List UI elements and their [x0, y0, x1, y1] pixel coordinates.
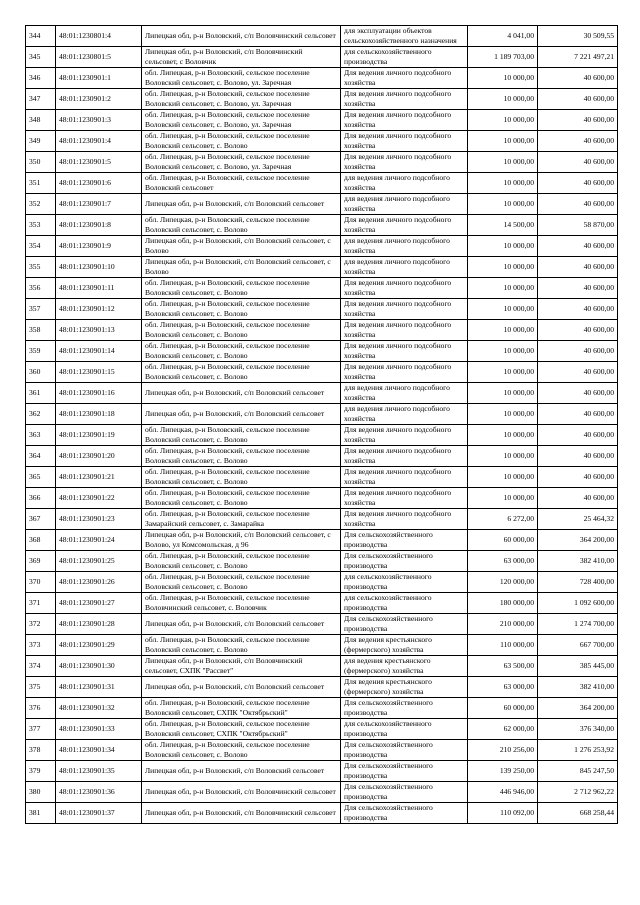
cadastral-value-cell: 667 700,00 [538, 635, 618, 656]
permitted-use-cell: Для сельскохозяйственного производства [341, 698, 468, 719]
area-cell: 10 000,00 [468, 446, 538, 467]
cadastral-number-cell: 48:01:1230901:8 [56, 215, 142, 236]
table-row [26, 530, 618, 551]
area-cell: 10 000,00 [468, 320, 538, 341]
permitted-use-cell: Для ведения личного подсобного хозяйства [341, 341, 468, 362]
area-cell: 10 000,00 [468, 194, 538, 215]
row-number-cell: 350 [26, 152, 56, 173]
table-row [26, 488, 618, 509]
permitted-use-cell: для ведения крестьянского (фермерского) хозяйства [341, 656, 468, 677]
address-cell: Липецкая обл, р-н Воловский, с/п Воловский сельсовет [142, 383, 341, 404]
row-number-cell: 353 [26, 215, 56, 236]
cadastral-value-cell: 40 600,00 [538, 110, 618, 131]
cadastral-value-cell: 40 600,00 [538, 404, 618, 425]
row-number-cell: 371 [26, 593, 56, 614]
cadastral-value-cell: 2 712 962,22 [538, 782, 618, 803]
area-cell: 10 000,00 [468, 110, 538, 131]
address-cell: обл. Липецкая, р-н Воловский, сельское поселение Воловский сельсовет, с. Волово [142, 320, 341, 341]
cadastral-value-cell: 382 410,00 [538, 551, 618, 572]
row-number-cell: 377 [26, 719, 56, 740]
cadastral-value-cell: 7 221 497,21 [538, 47, 618, 68]
row-number-cell: 380 [26, 782, 56, 803]
cadastral-number-cell: 48:01:1230901:26 [56, 572, 142, 593]
cadastral-number-cell: 48:01:1230901:32 [56, 698, 142, 719]
address-cell: Липецкая обл, р-н Воловский, с/п Воловский сельсовет, с Волово, ул Комсомольская, д 96 [142, 530, 341, 551]
address-cell: обл. Липецкая, р-н Воловский, сельское поселение Воловский сельсовет, с. Волово [142, 467, 341, 488]
row-number-cell: 348 [26, 110, 56, 131]
row-number-cell: 365 [26, 467, 56, 488]
row-number-cell: 367 [26, 509, 56, 530]
table-row [26, 47, 618, 68]
row-number-cell: 354 [26, 236, 56, 257]
permitted-use-cell: Для ведения крестьянского (фермерского) хозяйства [341, 635, 468, 656]
cadastral-value-cell: 40 600,00 [538, 467, 618, 488]
cadastral-value-cell: 40 600,00 [538, 173, 618, 194]
row-number-cell: 356 [26, 278, 56, 299]
cadastral-number-cell: 48:01:1230901:6 [56, 173, 142, 194]
table-row [26, 173, 618, 194]
row-number-cell: 349 [26, 131, 56, 152]
address-cell: обл. Липецкая, р-н Воловский, сельское поселение Воловский сельсовет, с. Волово [142, 215, 341, 236]
cadastral-value-cell: 40 600,00 [538, 89, 618, 110]
cadastral-number-cell: 48:01:1230901:9 [56, 236, 142, 257]
permitted-use-cell: Для ведения личного подсобного хозяйства [341, 425, 468, 446]
permitted-use-cell: Для ведения личного подсобного хозяйства [341, 110, 468, 131]
cadastral-value-cell: 376 340,00 [538, 719, 618, 740]
address-cell: обл. Липецкая, р-н Воловский, сельское поселение Воловский сельсовет, с. Волово, ул. Заречная [142, 110, 341, 131]
cadastral-value-cell: 40 600,00 [538, 425, 618, 446]
permitted-use-cell: Для ведения личного подсобного хозяйства [341, 446, 468, 467]
cadastral-number-cell: 48:01:1230901:3 [56, 110, 142, 131]
table-row [26, 593, 618, 614]
address-cell: обл. Липецкая, р-н Воловский, сельское поселение Замарайский сельсовет, с. Замарайка [142, 509, 341, 530]
row-number-cell: 352 [26, 194, 56, 215]
address-cell: Липецкая обл, р-н Воловский, с/п Воловчинский сельсовет [142, 782, 341, 803]
table-body [26, 26, 618, 824]
table-row [26, 257, 618, 278]
row-number-cell: 357 [26, 299, 56, 320]
area-cell: 10 000,00 [468, 299, 538, 320]
cadastral-number-cell: 48:01:1230901:34 [56, 740, 142, 761]
area-cell: 10 000,00 [468, 404, 538, 425]
row-number-cell: 351 [26, 173, 56, 194]
area-cell: 63 000,00 [468, 677, 538, 698]
area-cell: 63 000,00 [468, 551, 538, 572]
area-cell: 10 000,00 [468, 131, 538, 152]
permitted-use-cell: для ведения личного подсобного хозяйства [341, 236, 468, 257]
area-cell: 1 189 703,00 [468, 47, 538, 68]
permitted-use-cell: Для ведения личного подсобного хозяйства [341, 299, 468, 320]
permitted-use-cell: для сельскохозяйственного производства [341, 719, 468, 740]
table-row [26, 278, 618, 299]
address-cell: обл. Липецкая, р-н Воловский, сельское поселение Воловский сельсовет, с. Волово [142, 551, 341, 572]
area-cell: 110 092,00 [468, 803, 538, 824]
cadastral-number-cell: 48:01:1230901:29 [56, 635, 142, 656]
cadastral-number-cell: 48:01:1230901:10 [56, 257, 142, 278]
area-cell: 14 500,00 [468, 215, 538, 236]
permitted-use-cell: для эксплуатации объектов сельскохозяйственного назначения [341, 26, 468, 47]
table-row [26, 698, 618, 719]
cadastral-number-cell: 48:01:1230901:35 [56, 761, 142, 782]
permitted-use-cell: для сельскохозяйственного производства [341, 593, 468, 614]
permitted-use-cell: Для ведения крестьянского (фермерского) хозяйства [341, 677, 468, 698]
row-number-cell: 373 [26, 635, 56, 656]
cadastral-number-cell: 48:01:1230901:18 [56, 404, 142, 425]
cadastral-value-cell: 40 600,00 [538, 446, 618, 467]
permitted-use-cell: Для ведения личного подсобного хозяйства [341, 68, 468, 89]
area-cell: 120 000,00 [468, 572, 538, 593]
row-number-cell: 368 [26, 530, 56, 551]
area-cell: 10 000,00 [468, 236, 538, 257]
address-cell: Липецкая обл, р-н Воловский, с/п Воловчинский сельсовет [142, 26, 341, 47]
area-cell: 10 000,00 [468, 152, 538, 173]
table-row [26, 215, 618, 236]
address-cell: Липецкая обл, р-н Воловский, с/п Воловчинский сельсовет [142, 803, 341, 824]
table-row [26, 677, 618, 698]
permitted-use-cell: Для сельскохозяйственного производства [341, 551, 468, 572]
cadastral-value-cell: 1 092 600,00 [538, 593, 618, 614]
cadastral-number-cell: 48:01:1230901:1 [56, 68, 142, 89]
permitted-use-cell: Для ведения личного подсобного хозяйства [341, 509, 468, 530]
address-cell: Липецкая обл, р-н Воловский, с/п Воловчинский сельсовет, СХПК "Рассвет" [142, 656, 341, 677]
area-cell: 10 000,00 [468, 68, 538, 89]
cadastral-value-cell: 364 200,00 [538, 698, 618, 719]
cadastral-value-cell: 40 600,00 [538, 488, 618, 509]
cadastral-number-cell: 48:01:1230901:5 [56, 152, 142, 173]
permitted-use-cell: Для сельскохозяйственного производства [341, 803, 468, 824]
table-row [26, 26, 618, 47]
row-number-cell: 344 [26, 26, 56, 47]
cadastral-value-cell: 58 870,00 [538, 215, 618, 236]
cadastral-number-cell: 48:01:1230901:37 [56, 803, 142, 824]
address-cell: обл. Липецкая, р-н Воловский, сельское поселение Воловский сельсовет [142, 173, 341, 194]
address-cell: Липецкая обл, р-н Воловский, с/п Воловский сельсовет [142, 677, 341, 698]
cadastral-number-cell: 48:01:1230901:21 [56, 467, 142, 488]
cadastral-number-cell: 48:01:1230901:30 [56, 656, 142, 677]
cadastral-number-cell: 48:01:1230901:16 [56, 383, 142, 404]
row-number-cell: 359 [26, 341, 56, 362]
address-cell: обл. Липецкая, р-н Воловский, сельское поселение Воловский сельсовет, с. Волово [142, 446, 341, 467]
permitted-use-cell: Для ведения личного подсобного хозяйства [341, 467, 468, 488]
address-cell: обл. Липецкая, р-н Воловский, сельское поселение Воловский сельсовет, с. Волово [142, 572, 341, 593]
area-cell: 10 000,00 [468, 467, 538, 488]
cadastral-value-cell: 668 258,44 [538, 803, 618, 824]
cadastral-value-cell: 40 600,00 [538, 131, 618, 152]
table-row [26, 89, 618, 110]
permitted-use-cell: Для сельскохозяйственного производства [341, 740, 468, 761]
permitted-use-cell: Для сельскохозяйственного производства [341, 761, 468, 782]
cadastral-value-cell: 25 464,32 [538, 509, 618, 530]
permitted-use-cell: для сельскохозяйственного производства [341, 572, 468, 593]
area-cell: 60 000,00 [468, 530, 538, 551]
area-cell: 62 000,00 [468, 719, 538, 740]
cadastral-number-cell: 48:01:1230901:13 [56, 320, 142, 341]
area-cell: 180 000,00 [468, 593, 538, 614]
cadastral-number-cell: 48:01:1230901:36 [56, 782, 142, 803]
row-number-cell: 363 [26, 425, 56, 446]
cadastral-value-cell: 40 600,00 [538, 194, 618, 215]
table-row [26, 110, 618, 131]
cadastral-value-cell: 40 600,00 [538, 299, 618, 320]
address-cell: обл. Липецкая, р-н Воловский, сельское поселение Воловский сельсовет, с. Волово [142, 278, 341, 299]
table-row [26, 299, 618, 320]
address-cell: обл. Липецкая, р-н Воловский, сельское поселение Воловчинский сельсовет, с. Воловчик [142, 593, 341, 614]
row-number-cell: 362 [26, 404, 56, 425]
table-row [26, 467, 618, 488]
cadastral-number-cell: 48:01:1230901:11 [56, 278, 142, 299]
address-cell: обл. Липецкая, р-н Воловский, сельское поселение Воловский сельсовет, с. Волово [142, 299, 341, 320]
cadastral-value-cell: 40 600,00 [538, 152, 618, 173]
table-row [26, 551, 618, 572]
row-number-cell: 370 [26, 572, 56, 593]
permitted-use-cell: для ведения личного подсобного хозяйства [341, 257, 468, 278]
address-cell: Липецкая обл, р-н Воловский, с/п Воловский сельсовет, с Волово [142, 257, 341, 278]
cadastral-number-cell: 48:01:1230901:2 [56, 89, 142, 110]
cadastral-value-cell: 40 600,00 [538, 341, 618, 362]
area-cell: 10 000,00 [468, 278, 538, 299]
table-row [26, 383, 618, 404]
table-row [26, 194, 618, 215]
address-cell: Липецкая обл, р-н Воловский, с/п Воловский сельсовет [142, 614, 341, 635]
table-row [26, 68, 618, 89]
cadastral-number-cell: 48:01:1230901:27 [56, 593, 142, 614]
area-cell: 10 000,00 [468, 383, 538, 404]
area-cell: 139 250,00 [468, 761, 538, 782]
table-row [26, 152, 618, 173]
cadastral-value-cell: 40 600,00 [538, 320, 618, 341]
cadastral-number-cell: 48:01:1230901:19 [56, 425, 142, 446]
cadastral-value-cell: 40 600,00 [538, 68, 618, 89]
cadastral-number-cell: 48:01:1230901:31 [56, 677, 142, 698]
row-number-cell: 366 [26, 488, 56, 509]
row-number-cell: 375 [26, 677, 56, 698]
permitted-use-cell: Для ведения личного подсобного хозяйства [341, 89, 468, 110]
address-cell: Липецкая обл, р-н Воловский, с/п Воловский сельсовет, с Волово [142, 236, 341, 257]
permitted-use-cell: Для ведения личного подсобного хозяйства [341, 152, 468, 173]
address-cell: обл. Липецкая, р-н Воловский, сельское поселение Воловский сельсовет, с. Волово, ул. Заречная [142, 152, 341, 173]
area-cell: 210 256,00 [468, 740, 538, 761]
row-number-cell: 360 [26, 362, 56, 383]
address-cell: обл. Липецкая, р-н Воловский, сельское поселение Воловский сельсовет, с. Волово [142, 488, 341, 509]
table-row [26, 446, 618, 467]
address-cell: Липецкая обл, р-н Воловский, с/п Воловский сельсовет [142, 761, 341, 782]
cadastral-number-cell: 48:01:1230901:25 [56, 551, 142, 572]
table-row [26, 509, 618, 530]
permitted-use-cell: Для сельскохозяйственного производства [341, 530, 468, 551]
table-row [26, 761, 618, 782]
address-cell: обл. Липецкая, р-н Воловский, сельское поселение Воловский сельсовет, с. Волово [142, 635, 341, 656]
cadastral-value-cell: 40 600,00 [538, 236, 618, 257]
cadastral-number-cell: 48:01:1230901:20 [56, 446, 142, 467]
cadastral-value-cell: 30 509,55 [538, 26, 618, 47]
address-cell: обл. Липецкая, р-н Воловский, сельское поселение Воловский сельсовет, с. Волово, ул. Заречная [142, 89, 341, 110]
area-cell: 10 000,00 [468, 173, 538, 194]
table-row [26, 320, 618, 341]
row-number-cell: 358 [26, 320, 56, 341]
area-cell: 10 000,00 [468, 257, 538, 278]
permitted-use-cell: Для ведения личного подсобного хозяйства [341, 488, 468, 509]
address-cell: Липецкая обл, р-н Воловский, с/п Воловчинский сельсовет, с Воловчик [142, 47, 341, 68]
cadastral-number-cell: 48:01:1230901:14 [56, 341, 142, 362]
table-row [26, 572, 618, 593]
cadastral-number-cell: 48:01:1230901:4 [56, 131, 142, 152]
row-number-cell: 345 [26, 47, 56, 68]
row-number-cell: 369 [26, 551, 56, 572]
permitted-use-cell: Для ведения личного подсобного хозяйства [341, 215, 468, 236]
address-cell: обл. Липецкая, р-н Воловский, сельское поселение Воловский сельсовет, с. Волово [142, 131, 341, 152]
cadastral-number-cell: 48:01:1230901:15 [56, 362, 142, 383]
cadastral-value-cell: 40 600,00 [538, 383, 618, 404]
table-row [26, 782, 618, 803]
permitted-use-cell: для ведения личного подсобного хозяйства [341, 404, 468, 425]
row-number-cell: 379 [26, 761, 56, 782]
address-cell: обл. Липецкая, р-н Воловский, сельское поселение Воловский сельсовет, с. Волово [142, 362, 341, 383]
permitted-use-cell: для ведения личного подсобного хозяйства [341, 173, 468, 194]
area-cell: 10 000,00 [468, 425, 538, 446]
permitted-use-cell: Для сельскохозяйственного производства [341, 782, 468, 803]
cadastral-value-cell: 385 445,00 [538, 656, 618, 677]
cadastral-value-cell: 40 600,00 [538, 257, 618, 278]
address-cell: Липецкая обл, р-н Воловский, с/п Воловский сельсовет [142, 194, 341, 215]
area-cell: 6 272,00 [468, 509, 538, 530]
area-cell: 10 000,00 [468, 362, 538, 383]
cadastral-value-cell: 1 276 253,92 [538, 740, 618, 761]
table-row [26, 341, 618, 362]
cadastral-value-cell: 382 410,00 [538, 677, 618, 698]
cadastral-number-cell: 48:01:1230901:28 [56, 614, 142, 635]
table-row [26, 656, 618, 677]
address-cell: Липецкая обл, р-н Воловский, с/п Воловский сельсовет [142, 404, 341, 425]
cadastral-value-cell: 728 400,00 [538, 572, 618, 593]
cadastral-value-cell: 40 600,00 [538, 362, 618, 383]
cadastral-value-cell: 845 247,50 [538, 761, 618, 782]
table-row [26, 236, 618, 257]
permitted-use-cell: для ведения личного подсобного хозяйства [341, 383, 468, 404]
cadastral-value-cell: 40 600,00 [538, 278, 618, 299]
row-number-cell: 372 [26, 614, 56, 635]
row-number-cell: 346 [26, 68, 56, 89]
table-row [26, 635, 618, 656]
address-cell: обл. Липецкая, р-н Воловский, сельское поселение Воловский сельсовет, СХПК "Октябрьский" [142, 698, 341, 719]
cadastral-number-cell: 48:01:1230801:4 [56, 26, 142, 47]
area-cell: 110 000,00 [468, 635, 538, 656]
table-row [26, 803, 618, 824]
area-cell: 60 000,00 [468, 698, 538, 719]
permitted-use-cell: для сельскохозяйственного производства [341, 47, 468, 68]
cadastral-number-cell: 48:01:1230901:22 [56, 488, 142, 509]
area-cell: 210 000,00 [468, 614, 538, 635]
permitted-use-cell: Для сельскохозяйственного производства [341, 614, 468, 635]
land-registry-table [25, 25, 618, 824]
row-number-cell: 381 [26, 803, 56, 824]
address-cell: обл. Липецкая, р-н Воловский, сельское поселение Воловский сельсовет, СХПК "Октябрьский" [142, 719, 341, 740]
area-cell: 10 000,00 [468, 488, 538, 509]
permitted-use-cell: Для ведения личного подсобного хозяйства [341, 362, 468, 383]
table-row [26, 425, 618, 446]
table-row [26, 740, 618, 761]
row-number-cell: 361 [26, 383, 56, 404]
table-row [26, 404, 618, 425]
permitted-use-cell: Для ведения личного подсобного хозяйства [341, 131, 468, 152]
row-number-cell: 364 [26, 446, 56, 467]
address-cell: обл. Липецкая, р-н Воловский, сельское поселение Воловский сельсовет, с. Волово [142, 425, 341, 446]
area-cell: 446 946,00 [468, 782, 538, 803]
row-number-cell: 347 [26, 89, 56, 110]
address-cell: обл. Липецкая, р-н Воловский, сельское поселение Воловский сельсовет, с. Волово, ул. Заречная [142, 68, 341, 89]
cadastral-number-cell: 48:01:1230901:12 [56, 299, 142, 320]
cadastral-number-cell: 48:01:1230901:7 [56, 194, 142, 215]
area-cell: 4 041,00 [468, 26, 538, 47]
permitted-use-cell: Для ведения личного подсобного хозяйства [341, 320, 468, 341]
cadastral-number-cell: 48:01:1230901:23 [56, 509, 142, 530]
address-cell: обл. Липецкая, р-н Воловский, сельское поселение Воловский сельсовет, с. Волово [142, 740, 341, 761]
cadastral-number-cell: 48:01:1230901:24 [56, 530, 142, 551]
row-number-cell: 374 [26, 656, 56, 677]
permitted-use-cell: Для ведения личного подсобного хозяйства [341, 278, 468, 299]
area-cell: 10 000,00 [468, 89, 538, 110]
permitted-use-cell: для ведения личного подсобного хозяйства [341, 194, 468, 215]
table-row [26, 362, 618, 383]
cadastral-value-cell: 364 200,00 [538, 530, 618, 551]
row-number-cell: 376 [26, 698, 56, 719]
address-cell: обл. Липецкая, р-н Воловский, сельское поселение Воловский сельсовет, с. Волово [142, 341, 341, 362]
table-row [26, 719, 618, 740]
cadastral-number-cell: 48:01:1230801:5 [56, 47, 142, 68]
cadastral-number-cell: 48:01:1230901:33 [56, 719, 142, 740]
row-number-cell: 355 [26, 257, 56, 278]
table-row [26, 614, 618, 635]
row-number-cell: 378 [26, 740, 56, 761]
area-cell: 63 500,00 [468, 656, 538, 677]
table-row [26, 131, 618, 152]
area-cell: 10 000,00 [468, 341, 538, 362]
cadastral-value-cell: 1 274 700,00 [538, 614, 618, 635]
